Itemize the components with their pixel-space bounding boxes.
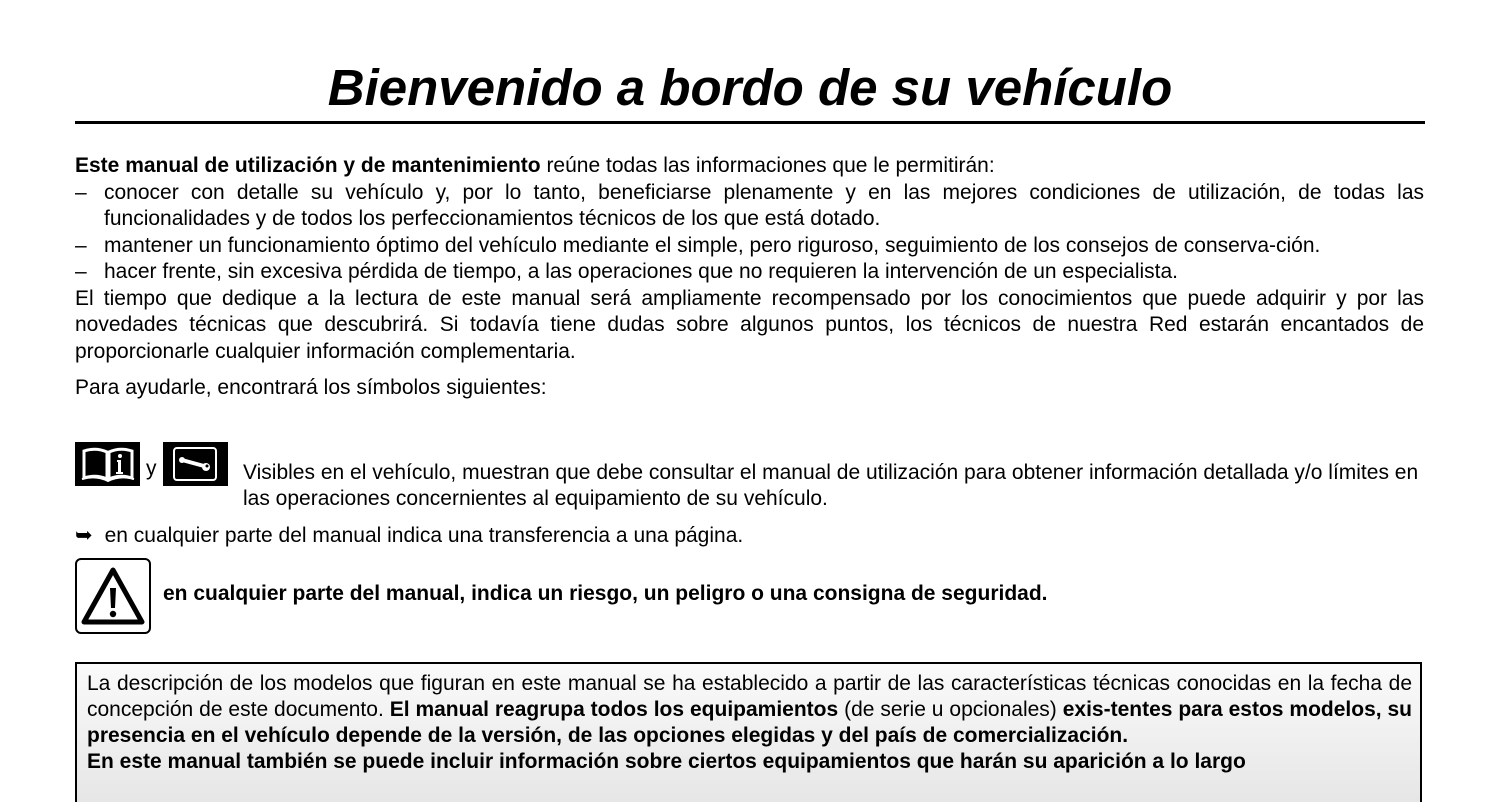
symbols-intro: Para ayudarle, encontrará los símbolos siguientes: <box>75 376 547 399</box>
and-label: y <box>146 457 157 480</box>
bullet-marker: – <box>75 260 87 283</box>
symbol-icons <box>75 442 228 486</box>
intro-section <box>75 153 1424 402</box>
notice-text: La descripción de los modelos que figuran en este manual se ha establecido a partir de las características técnicas conocidas en la fecha de concepción de este documento. <box>87 672 1412 721</box>
list-item <box>75 259 1424 286</box>
notice-box <box>75 662 1422 802</box>
list-item-text: conocer con detalle su vehículo y, por lo tanto, beneficiarse plenamente y en las mejores condiciones de utilización, de todas las funcionalidades y de todos los perfeccionamientos técnicos de los que está dotado. <box>104 180 1424 230</box>
list-item <box>75 233 1424 260</box>
page-transfer-note <box>75 523 743 549</box>
body-paragraph: El tiempo que dedique a la lectura de este manual será ampliamente recompensado por los conocimientos que puede adquirir y por las novedades técnicas que descubrirá. Si todavía tiene dudas sobre algunos puntos, los técnicos de nuestra Red estarán encantados de proporcionarle cualquier información complementaria. <box>75 286 1424 363</box>
intro-rest: reúne todas las informaciones que le permitirán: <box>540 154 995 177</box>
wrench-icon <box>163 442 228 486</box>
page-title: Bienvenido a bordo de su vehículo <box>327 59 1173 116</box>
notice-bold: El manual reagrupa todos los equipamientos <box>389 698 839 721</box>
list-item-text: mantener un funcionamiento óptimo del vehículo mediante el simple, pero riguroso, seguimiento de los consejos de conserva-ción. <box>104 233 1321 257</box>
bullet-marker: – <box>75 180 87 204</box>
arrow-right-icon: ➥ <box>75 524 93 547</box>
warning-text: en cualquier parte del manual, indica un riesgo, un peligro o una consigna de seguridad. <box>163 582 1048 605</box>
notice-text: (de serie u opcionales) <box>838 698 1063 721</box>
book-info-icon <box>75 442 140 486</box>
notice-bold: En este manual también se puede incluir información sobre ciertos equipamientos que harán su aparición a lo largo <box>87 750 1246 773</box>
intro-bold: Este manual de utilización y de mantenimiento <box>75 154 541 177</box>
list-item <box>75 180 1424 233</box>
list-item-text: hacer frente, sin excesiva pérdida de tiempo, a las operaciones que no requieren la intervención de un especialista. <box>104 260 1178 283</box>
bullet-marker: – <box>75 233 87 257</box>
arrow-note-text: en cualquier parte del manual indica una transferencia a una página. <box>104 524 744 547</box>
warning-triangle-icon <box>75 558 151 634</box>
title-divider <box>75 121 1425 124</box>
notice-bold: exis-tentes para estos modelos, su presencia en el vehículo depende de la versión, de las opciones elegidas y del país de comercialización. <box>87 698 1412 747</box>
intro-paragraph <box>75 153 1424 180</box>
symbols-description: Visibles en el vehículo, muestran que debe consultar el manual de utilización para obtener información detallada y/o límites en las operaciones concernientes al equipamiento de su vehículo. <box>243 461 1419 510</box>
